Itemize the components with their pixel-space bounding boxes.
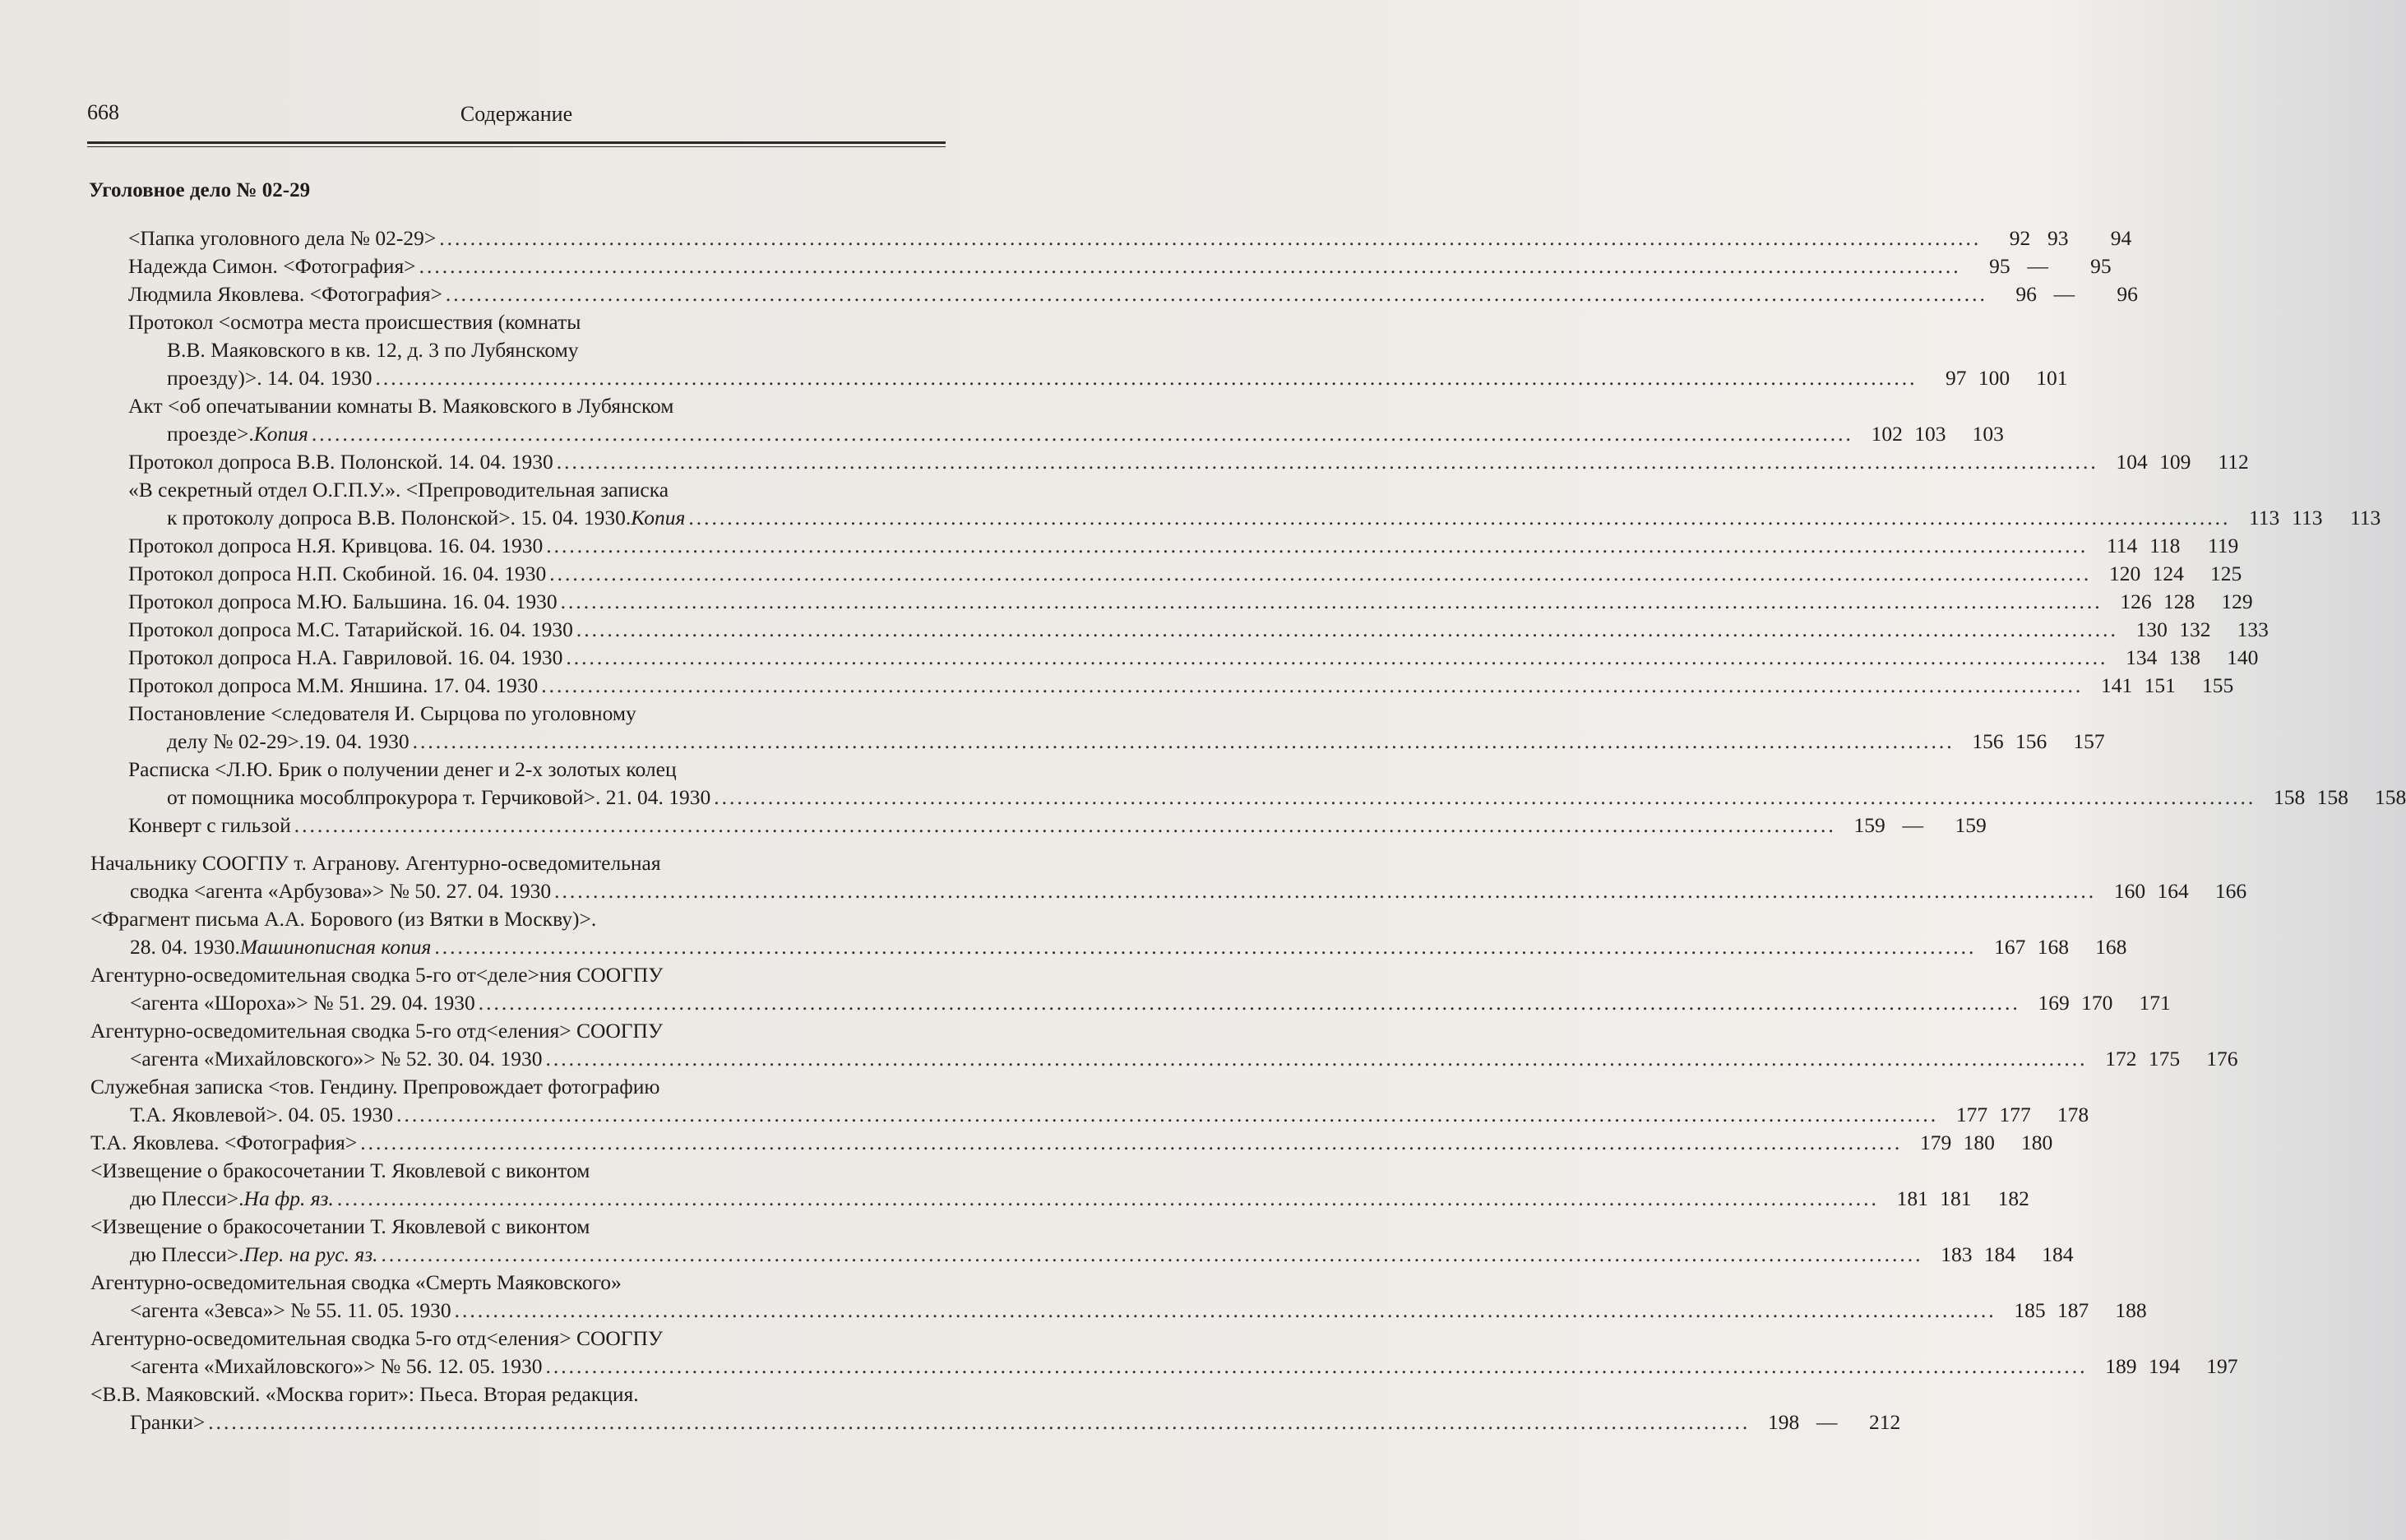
toc-entry-line — [128, 224, 2132, 252]
toc-entry-text: <агента «Михайловского»> № 52. 30. 04. 1930 — [130, 1047, 543, 1071]
page-ref-1: 159 — [1853, 813, 1885, 837]
page-ref-1: 141 — [2100, 673, 2133, 697]
toc-entry-text: Начальнику СООГПУ т. Агранову. Агентурно-осведомительная — [90, 851, 661, 875]
page-ref-3: 180 — [2021, 1131, 2053, 1154]
toc-entry-text: проезду)>. 14. 04. 1930 — [167, 366, 372, 390]
toc-entry-text: от помощника мособлпрокурора т. Герчиковой>. 21. 04. 1930 — [167, 785, 711, 809]
page-ref-3: 103 — [1972, 422, 2004, 446]
toc-entry-text: Протокол допроса Н.А. Гавриловой. 16. 04. 1930 — [128, 645, 563, 669]
toc-entry-text: <В.В. Маяковский. «Москва горит»: Пьеса. Вторая редакция. — [90, 1382, 639, 1406]
page-ref-3: 125 — [2210, 562, 2242, 585]
page-ref-1: 114 — [2106, 534, 2138, 557]
toc-entry-text: к протоколу допроса В.В. Полонской>. 15. 04. 1930. — [167, 506, 632, 530]
page-ref-1: 185 — [2014, 1298, 2046, 1322]
running-title: Содержание — [460, 102, 573, 126]
page-ref-1: 134 — [2126, 645, 2158, 669]
page-ref-3: 212 — [1869, 1410, 1901, 1434]
toc-entry-line — [130, 1353, 2238, 1380]
page-ref-2: — — [1902, 813, 1923, 837]
page-ref-3: 168 — [2095, 935, 2127, 959]
toc-entry-line — [90, 1129, 2053, 1157]
page-ref-2: 170 — [2081, 991, 2113, 1015]
page-ref-2: 128 — [2163, 590, 2195, 613]
page-ref-3: 158 — [2375, 785, 2406, 809]
toc-entry-line — [167, 336, 946, 364]
page-ref-1: 189 — [2105, 1354, 2137, 1378]
toc-entry-line — [90, 849, 946, 877]
toc-entry-text: <Извещение о бракосочетании Т. Яковлевой с виконтом — [90, 1214, 590, 1238]
page-ref-2: 184 — [1983, 1242, 2016, 1266]
page-ref-1: 183 — [1941, 1242, 1973, 1266]
leader-dots: ........................................................................................................................................................................................................ — [554, 879, 2097, 903]
page-ref-1: 97 — [1946, 366, 1967, 390]
page-ref-1: 198 — [1768, 1410, 1800, 1434]
toc-entry-text: Людмила Яковлева. <Фотография> — [128, 282, 442, 306]
toc-entry-line — [90, 961, 946, 989]
page-ref-2: 138 — [2168, 645, 2201, 669]
page-ref-1: 160 — [2113, 879, 2146, 903]
page-ref-2: 132 — [2179, 617, 2211, 641]
toc-entry-line — [90, 1325, 946, 1353]
page-ref-2: 177 — [1999, 1103, 2031, 1126]
page-ref-3: 197 — [2206, 1354, 2238, 1378]
page-ref-1: 156 — [1972, 729, 2004, 753]
header-rule-thick — [87, 141, 946, 144]
toc-entry-italic-note: Копия — [631, 506, 686, 530]
leader-dots: ........................................................................................................................................................................................................ — [381, 1242, 1923, 1266]
toc-entry-line — [130, 1185, 2029, 1213]
toc-entry-text: Агентурно-осведомительная сводка 5-го от<деле>ния СООГПУ — [90, 963, 664, 987]
toc-entry-text: Протокол <осмотра места происшествия (комнаты — [128, 310, 581, 334]
leader-dots: ........................................................................................................................................................................................................ — [208, 1410, 1751, 1434]
page-ref-3: 94 — [2110, 226, 2132, 250]
toc-entry-text: делу № 02-29>.19. 04. 1930 — [167, 729, 409, 753]
toc-entry-line — [130, 1408, 1901, 1436]
toc-entry-italic-note: Пер. на рус. яз. — [243, 1242, 378, 1266]
toc-entry-line — [167, 364, 2068, 392]
page-ref-1: 126 — [2120, 590, 2152, 613]
page-ref-3: 159 — [1955, 813, 1987, 837]
page-ref-3: 176 — [2206, 1047, 2238, 1071]
page-ref-3: 95 — [2090, 254, 2112, 278]
toc-entry-text: Служебная записка <тов. Гендину. Препровождает фотографию — [90, 1075, 660, 1098]
toc-entry-line — [128, 616, 2269, 644]
leader-dots: ........................................................................................................................................................................................................ — [478, 991, 2020, 1015]
leader-dots: ........................................................................................................................................................................................................ — [545, 1354, 2088, 1378]
toc-entry-text: Акт <об опечатывании комнаты В. Маяковского в Лубянском — [128, 394, 674, 418]
page-ref-3: 178 — [2057, 1103, 2089, 1126]
page-ref-2: 109 — [2159, 450, 2191, 474]
toc-entry-italic-note: На фр. яз. — [243, 1186, 334, 1210]
page-ref-2: 181 — [1940, 1186, 1972, 1210]
leader-dots: ........................................................................................................................................................................................................ — [541, 673, 2084, 697]
page-ref-2: 93 — [2047, 226, 2069, 250]
leader-dots: ........................................................................................................................................................................................................ — [294, 813, 1836, 837]
toc-entry-text: проезде>. — [167, 422, 254, 446]
toc-entry-text: <Папка уголовного дела № 02-29> — [128, 226, 437, 250]
leader-dots: ........................................................................................................................................................................................................ — [445, 282, 1987, 306]
page-ref-1: 113 — [2249, 506, 2280, 530]
page-ref-1: 102 — [1871, 422, 1903, 446]
toc-entry-text: Протокол допроса Н.Я. Кривцова. 16. 04. 1930 — [128, 534, 544, 557]
toc-entry-line — [130, 1045, 2238, 1073]
page-ref-1: 120 — [2109, 562, 2141, 585]
toc-entry-line — [130, 1241, 2074, 1269]
leader-dots: ........................................................................................................................................................................................................ — [412, 729, 1955, 753]
toc-entry-text: <Фрагмент письма А.А. Борового (из Вятки в Москву)>. — [90, 907, 597, 931]
page-ref-3: 133 — [2237, 617, 2269, 641]
toc-entry-line — [130, 933, 2127, 961]
page-ref-3: 188 — [2115, 1298, 2147, 1322]
leader-dots: ........................................................................................................................................................................................................ — [311, 422, 1853, 446]
toc-entry-text: Агентурно-осведомительная сводка 5-го отд<еления> СООГПУ — [90, 1326, 664, 1350]
toc-entry-line — [128, 252, 2112, 280]
page-ref-2: 124 — [2152, 562, 2184, 585]
page-ref-1: 167 — [1994, 935, 2026, 959]
toc-entry-text: дю Плесси>. — [130, 1186, 244, 1210]
leader-dots: ........................................................................................................................................................................................................ — [576, 617, 2118, 641]
toc-entry-text: «В секретный отдел О.Г.П.У.». <Препроводительная записка — [128, 478, 669, 502]
leader-dots: ........................................................................................................................................................................................................ — [336, 1186, 1879, 1210]
toc-entry-text: Протокол допроса М.Ю. Бальшина. 16. 04. 1930 — [128, 590, 558, 613]
page-ref-1: 158 — [2274, 785, 2306, 809]
toc-entry-text: <агента «Михайловского»> № 56. 12. 05. 1930 — [130, 1354, 543, 1378]
toc-entry-line — [90, 1073, 946, 1101]
page-ref-2: 103 — [1914, 422, 1946, 446]
toc-entry-text: <Извещение о бракосочетании Т. Яковлевой с виконтом — [90, 1158, 590, 1182]
page-ref-3: 96 — [2117, 282, 2138, 306]
page-number: 668 — [87, 100, 119, 124]
toc-entry-line — [128, 700, 946, 728]
page-ref-3: 113 — [2350, 506, 2381, 530]
leader-dots: ........................................................................................................................................................................................................ — [396, 1103, 1939, 1126]
page-ref-3: 129 — [2221, 590, 2253, 613]
toc-entry-line — [90, 905, 946, 933]
toc-entry-text: Протокол допроса В.В. Полонской. 14. 04. 1930 — [128, 450, 553, 474]
page-ref-2: 180 — [1963, 1131, 1995, 1154]
toc-entry-line — [90, 1017, 946, 1045]
toc-entry-text: Протокол допроса Н.П. Скобиной. 16. 04. 1930 — [128, 562, 547, 585]
toc-entry-line — [128, 672, 2234, 700]
page-ref-2: 100 — [1978, 366, 2010, 390]
page-ref-2: 175 — [2148, 1047, 2181, 1071]
leader-dots: ........................................................................................................................................................................................................ — [549, 562, 2092, 585]
page-ref-3: 140 — [2227, 645, 2259, 669]
leader-dots: ........................................................................................................................................................................................................ — [454, 1298, 1997, 1322]
toc-entry-line — [167, 504, 2381, 532]
page-ref-2: 151 — [2144, 673, 2176, 697]
toc-entry-text: Конверт с гильзой — [128, 813, 291, 837]
leader-dots: ........................................................................................................................................................................................................ — [419, 254, 1961, 278]
toc-entry-line — [130, 1297, 2147, 1325]
leader-dots: ........................................................................................................................................................................................................ — [688, 506, 2231, 530]
toc-entry-line — [128, 476, 946, 504]
toc-entry-text: Агентурно-осведомительная сводка 5-го отд<еления> СООГПУ — [90, 1019, 664, 1043]
page-ref-2: 168 — [2037, 935, 2070, 959]
page-ref-2: 164 — [2157, 879, 2189, 903]
page-ref-1: 96 — [2015, 282, 2037, 306]
page-ref-2: 187 — [2057, 1298, 2089, 1322]
page-ref-3: 171 — [2139, 991, 2171, 1015]
toc-entry-italic-note: Машинописная копия — [239, 935, 432, 959]
page-ref-3: 112 — [2218, 450, 2249, 474]
leader-dots: ........................................................................................................................................................................................................ — [439, 226, 1982, 250]
page-ref-3: 182 — [1997, 1186, 2029, 1210]
page-ref-1: 181 — [1896, 1186, 1928, 1210]
toc-entry-text: Агентурно-осведомительная сводка «Смерть Маяковского» — [90, 1270, 622, 1294]
page-header — [87, 100, 946, 130]
page-ref-2: 118 — [2149, 534, 2181, 557]
toc-entry-text: <агента «Шороха»> № 51. 29. 04. 1930 — [130, 991, 475, 1015]
page-ref-3: 155 — [2201, 673, 2234, 697]
toc-entry-line — [128, 644, 2259, 672]
page-ref-1: 169 — [2038, 991, 2070, 1015]
page-ref-3: 157 — [2073, 729, 2105, 753]
page-ref-1: 95 — [1989, 254, 2010, 278]
toc-entry-line — [128, 560, 2242, 588]
page-ref-1: 172 — [2105, 1047, 2137, 1071]
page-ref-1: 177 — [1955, 1103, 1988, 1126]
leader-dots: ........................................................................................................................................................................................................ — [566, 645, 2108, 669]
page-ref-3: 119 — [2207, 534, 2239, 557]
toc-entry-line — [128, 280, 2138, 308]
page-ref-2: 113 — [2292, 506, 2323, 530]
toc-entry-text: Т.А. Яковлевой>. 04. 05. 1930 — [130, 1103, 394, 1126]
leader-dots: ........................................................................................................................................................................................................ — [546, 534, 2089, 557]
toc-entry-line — [90, 1213, 946, 1241]
toc-entry-line — [128, 448, 2249, 476]
page-ref-2: 158 — [2316, 785, 2348, 809]
toc-entry-line — [167, 728, 2105, 756]
page-ref-2: — — [2027, 254, 2048, 278]
leader-dots: ........................................................................................................................................................................................................ — [714, 785, 2256, 809]
toc-entry-text: Протокол допроса М.С. Татарийской. 16. 04. 1930 — [128, 617, 573, 641]
page-ref-1: 130 — [2135, 617, 2168, 641]
page-ref-2: 194 — [2148, 1354, 2181, 1378]
toc-entry-text: 28. 04. 1930. — [130, 935, 240, 959]
section-title: Уголовное дело № 02-29 — [89, 179, 311, 201]
toc-entry-line — [167, 420, 2004, 448]
toc-entry-line — [128, 308, 946, 336]
toc-entry-line — [90, 1380, 946, 1408]
toc-entry-text: Гранки> — [130, 1410, 206, 1434]
toc-entry-line — [128, 756, 946, 784]
toc-entry-line — [128, 588, 2253, 616]
leader-dots: ........................................................................................................................................................................................................ — [375, 366, 1918, 390]
leader-dots: ........................................................................................................................................................................................................ — [560, 590, 2103, 613]
page-ref-2: — — [2053, 282, 2075, 306]
toc-entry-line — [128, 392, 946, 420]
page-ref-3: 101 — [2036, 366, 2068, 390]
toc-entry-text: дю Плесси>. — [130, 1242, 244, 1266]
toc-entry-italic-note: Копия — [253, 422, 308, 446]
header-rule-thin — [87, 146, 946, 147]
page-ref-1: 179 — [1920, 1131, 1952, 1154]
page-ref-1: 92 — [2009, 226, 2031, 250]
toc-entry-line — [128, 812, 1987, 839]
toc-entry-text: Протокол допроса М.М. Яншина. 17. 04. 1930 — [128, 673, 539, 697]
toc-entry-text: Надежда Симон. <Фотография> — [128, 254, 416, 278]
page-ref-3: 184 — [2042, 1242, 2074, 1266]
toc-entry-text: Расписка <Л.Ю. Брик о получении денег и 2-х золотых колец — [128, 757, 677, 781]
toc-entry-text: Постановление <следователя И. Сырцова по уголовному — [128, 701, 636, 725]
toc-entry-line — [90, 1269, 946, 1297]
leader-dots: ........................................................................................................................................................................................................ — [556, 450, 2098, 474]
toc-entry-text: сводка <агента «Арбузова»> № 50. 27. 04. 1930 — [130, 879, 552, 903]
page-ref-3: 166 — [2214, 879, 2247, 903]
leader-dots: ........................................................................................................................................................................................................ — [434, 935, 1977, 959]
toc-entry-line — [128, 532, 2239, 560]
toc-entry-line — [167, 784, 2406, 812]
leader-dots: ........................................................................................................................................................................................................ — [360, 1131, 1903, 1154]
toc-entry-line — [90, 1157, 946, 1185]
page-ref-2: 156 — [2015, 729, 2047, 753]
page-ref-2: — — [1816, 1410, 1838, 1434]
toc-entry-line — [130, 989, 2171, 1017]
toc-entry-text: В.В. Маяковского в кв. 12, д. 3 по Лубянскому — [167, 338, 579, 362]
toc-entry-text: Т.А. Яковлева. <Фотография> — [90, 1131, 358, 1154]
page-ref-1: 104 — [2116, 450, 2148, 474]
toc-entry-line — [130, 877, 2247, 905]
toc-entry-text: <агента «Зевса»> № 55. 11. 05. 1930 — [130, 1298, 451, 1322]
toc-entry-line — [130, 1101, 2089, 1129]
leader-dots: ........................................................................................................................................................................................................ — [545, 1047, 2088, 1071]
